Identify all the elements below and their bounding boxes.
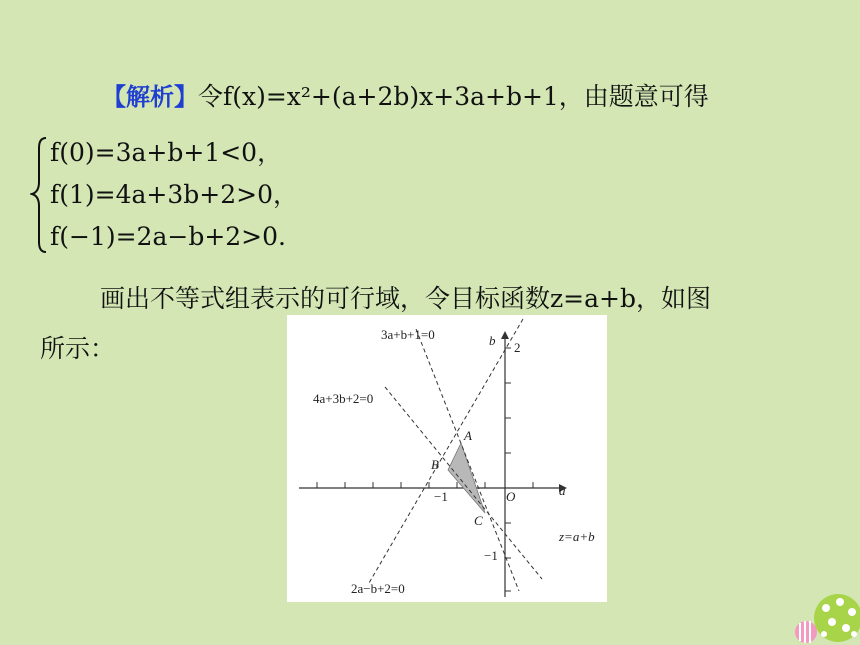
y-axis-arrow-icon xyxy=(501,331,509,339)
conclusion-line-1: 画出不等式组表示的可行域，令目标函数z=a+b，如图 xyxy=(100,284,711,313)
line-2a-b-2 xyxy=(369,319,523,583)
label-2a-b-2: 2a−b+2=0 xyxy=(351,581,405,596)
y-axis-label: b xyxy=(489,333,496,348)
x-ticks xyxy=(317,482,533,488)
analysis-intro-line xyxy=(102,82,709,112)
label-3a-b-1: 3a+b+1=0 xyxy=(381,327,435,342)
conclusion-line-2: 所示： xyxy=(40,334,116,363)
graph-svg xyxy=(287,315,607,602)
left-brace-icon xyxy=(30,134,50,254)
system-line-1: f(0)=3a+b+1<0， xyxy=(50,138,283,167)
point-label-c: C xyxy=(474,513,483,528)
y-ticks xyxy=(505,348,511,591)
decorative-balls-icon xyxy=(788,590,860,645)
tick-label-y-neg: −1 xyxy=(484,548,498,563)
feasible-region-graph xyxy=(287,315,607,602)
tick-label-x-neg: −1 xyxy=(434,489,448,504)
point-label-a: A xyxy=(464,428,472,443)
x-axis-label: a xyxy=(559,483,566,498)
analysis-intro-text: 令f(x)=x²+(a+2b)x+3a+b+1，由题意可得 xyxy=(198,82,709,111)
tick-label-y-top: 2 xyxy=(514,340,521,355)
point-label-b: B xyxy=(431,457,439,472)
label-4a-3b-2: 4a+3b+2=0 xyxy=(313,391,374,406)
system-line-3: f(−1)=2a−b+2>0. xyxy=(50,222,286,251)
analysis-tag: 【解析】 xyxy=(102,83,198,111)
label-z-a-b: z=a+b xyxy=(559,529,595,544)
system-line-2: f(1)=4a+3b+2>0， xyxy=(50,180,298,209)
origin-label: O xyxy=(506,489,516,504)
